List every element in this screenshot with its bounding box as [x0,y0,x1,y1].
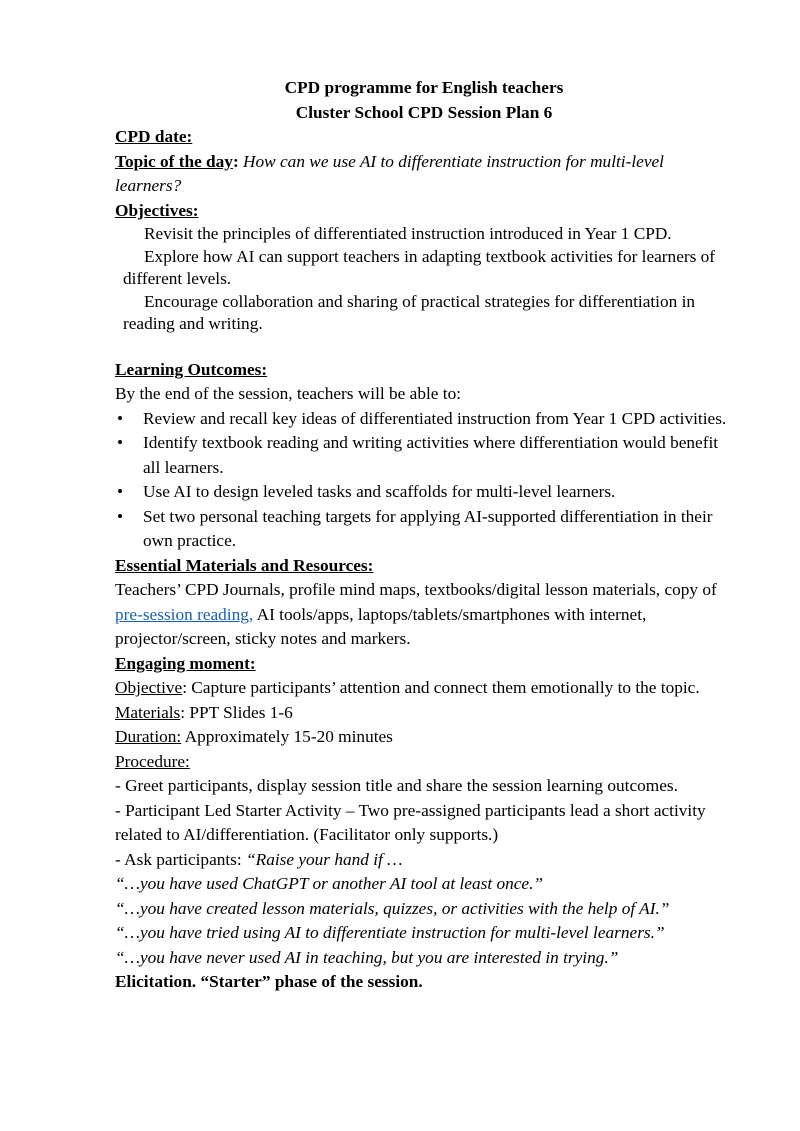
quote-line: “…you have never used AI in teaching, but you are interested in trying.” [115,947,619,967]
materials-text-end: AI tools/apps, laptops/tablets/smartphones with internet, projector/screen, sticky notes and markers. [115,604,647,648]
list-item-text: Review and recall key ideas of differentiated instruction from Year 1 CPD activities. [143,408,727,428]
topic-label: Topic of the day [115,151,233,171]
bullet-icon: • [117,433,124,452]
ask-prompt: “Raise your hand if … [246,849,403,869]
objective-item: Explore how AI can support teachers in adapting textbook activities for learners of different levels. [123,246,716,288]
materials-heading: Essential Materials and Resources: [115,555,374,575]
objectives-heading: Objectives: [115,200,199,220]
procedure-line: - Greet participants, display session title and share the session learning outcomes. [115,776,678,795]
document-title: CPD programme for English teachers [284,78,564,97]
objective-label: Objective [115,678,183,697]
engaging-duration [115,725,733,750]
engaging-moment-heading: Engaging moment: [115,653,256,673]
list-item [117,480,733,505]
learning-outcomes-heading: Learning Outcomes: [115,359,268,379]
quote-line: “…you have tried using AI to differentiate instruction for multi-level learners.” [115,923,665,942]
quote-line: “…you have created lesson materials, quizzes, or activities with the help of AI.” [115,898,670,918]
procedure-label: Procedure: [115,751,190,771]
document-body [115,76,733,995]
materials-text [115,578,733,652]
document-subtitle: Cluster School CPD Session Plan 6 [295,102,553,122]
pre-session-reading-link[interactable]: pre-session reading, [115,604,254,624]
materials-label: Materials [115,702,181,722]
list-item [117,407,733,432]
materials-value: : PPT Slides 1-6 [180,702,293,722]
materials-text-start: Teachers’ CPD Journals, profile mind maps, textbooks/digital lesson materials, copy of [115,580,717,599]
duration-label: Duration: [115,727,182,746]
topic-line [115,150,733,199]
topic-text: How can we use AI to differentiate instruction for multi-level learners? [115,151,664,195]
learning-outcomes-list [115,407,733,554]
list-item [117,505,733,554]
procedure-line: - Participant Led Starter Activity – Two pre-assigned participants lead a short activity related to AI/differentiation. (Facilitator only supports.) [115,800,706,844]
objective-item: Encourage collaboration and sharing of practical strategies for differentiation in reading and writing. [123,291,696,333]
list-item-text: Set two personal teaching targets for applying AI-supported differentiation in their own practice. [143,506,713,550]
objectives-list [123,223,733,336]
ask-participants-line [115,848,733,873]
spacer [115,336,733,358]
bullet-icon: • [117,408,124,428]
duration-value: Approximately 15-20 minutes [181,727,393,746]
quote-line: “…you have used ChatGPT or another AI tool at least once.” [115,874,544,893]
ask-prefix: - Ask participants: [115,849,247,869]
list-item-text: Identify textbook reading and writing activities where differentiation would benefit all learners. [143,433,719,477]
engaging-materials [115,701,733,726]
bullet-icon: • [117,506,124,526]
bullet-icon: • [117,482,124,501]
objective-text: : Capture participants’ attention and connect them emotionally to the topic. [182,678,700,697]
elicitation-heading: Elicitation. “Starter” phase of the session. [115,972,423,991]
list-item-text: Use AI to design leveled tasks and scaffolds for multi-level learners. [143,482,616,501]
list-item [117,431,733,480]
objective-item: Revisit the principles of differentiated instruction introduced in Year 1 CPD. [144,224,672,243]
topic-colon: : [232,151,239,171]
learning-outcomes-intro: By the end of the session, teachers will be able to: [115,384,462,403]
engaging-objective [115,676,733,701]
cpd-date-label: CPD date: [115,127,193,146]
